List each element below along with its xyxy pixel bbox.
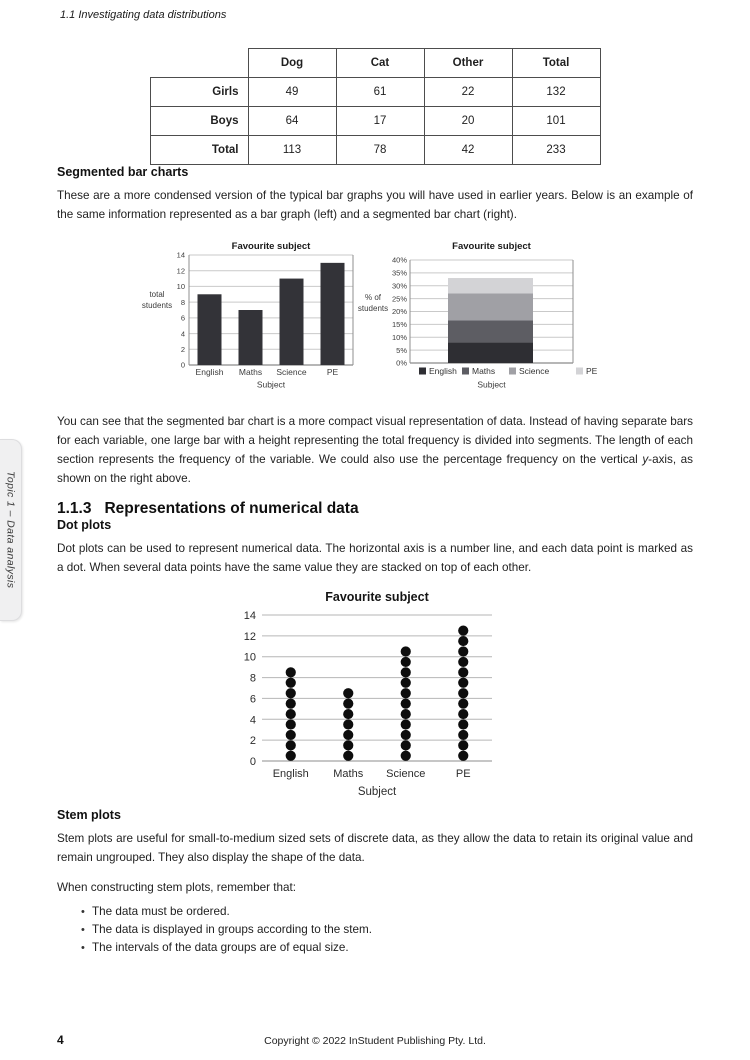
svg-text:Favourite subject: Favourite subject	[451, 241, 531, 252]
cell-value: 233	[512, 136, 600, 165]
svg-text:5%: 5%	[395, 345, 407, 355]
segmented-bar-chart	[346, 238, 614, 390]
svg-text:12: 12	[243, 630, 256, 643]
svg-text:35%: 35%	[391, 268, 407, 278]
svg-text:PE: PE	[455, 768, 471, 780]
bar-vs-segmented-figure	[57, 238, 693, 390]
col-header-dog: Dog	[248, 49, 336, 78]
cell-value: 49	[248, 78, 336, 107]
col-header-cat: Cat	[336, 49, 424, 78]
section-1-1-3-heading	[57, 500, 693, 518]
section-title: Representations of numerical data	[104, 500, 359, 517]
svg-text:English: English	[428, 366, 457, 376]
svg-text:English: English	[195, 367, 223, 377]
cell-value: 113	[248, 136, 336, 165]
table-header-row	[150, 49, 600, 78]
svg-text:12: 12	[176, 266, 185, 276]
pets-frequency-table	[150, 48, 601, 165]
stem-plots-paragraph: Stem plots are useful for small-to-medium sized sets of discrete data, as they allow the data to retain its original value and remain ungrouped. They also display the shape of the data.	[57, 832, 693, 864]
svg-text:30%: 30%	[391, 281, 407, 291]
col-header-total: Total	[512, 49, 600, 78]
cell-value: 61	[336, 78, 424, 107]
svg-text:Favourite subject: Favourite subject	[231, 241, 310, 252]
paragraph-text: -axis, as shown on the right above.	[57, 453, 693, 485]
svg-text:14: 14	[176, 250, 185, 260]
row-label-total: Total	[150, 136, 248, 165]
cell-value: 17	[336, 107, 424, 136]
svg-text:25%: 25%	[391, 294, 407, 304]
dot-plots-paragraph: Dot plots can be used to represent numerical data. The horizontal axis is a number line, and each data point is marked as a dot. When several data points have the same value they are stacked on top of each other.	[57, 542, 693, 574]
cell-value: 78	[336, 136, 424, 165]
svg-text:PE: PE	[326, 367, 338, 377]
stem-plot-rules-list	[81, 903, 693, 957]
svg-text:4: 4	[249, 714, 256, 727]
svg-text:0: 0	[249, 756, 256, 768]
paragraph-text: You can see that the segmented bar chart is a more compact visual representation of data. Instead of having separate bars for each variable, one large bar with a height representing the total frequency is divided into segments. The length of each section represents the frequency of the variable. We could also use the percentage frequency on the vertical	[57, 415, 693, 466]
cell-value: 101	[512, 107, 600, 136]
cell-value: 20	[424, 107, 512, 136]
svg-text:6: 6	[180, 313, 185, 323]
table-row	[150, 78, 600, 107]
svg-text:6: 6	[249, 693, 256, 706]
svg-text:Subject: Subject	[256, 379, 285, 390]
svg-text:0%: 0%	[395, 358, 407, 368]
dot-plots-heading: Dot plots	[57, 518, 112, 532]
svg-text:Maths: Maths	[471, 366, 495, 376]
svg-text:4: 4	[180, 329, 185, 339]
stem-plots-intro: When constructing stem plots, remember that:	[57, 881, 297, 894]
cell-value: 42	[424, 136, 512, 165]
svg-text:2: 2	[180, 344, 185, 354]
svg-text:14: 14	[243, 610, 256, 622]
segmented-intro-paragraph: These are a more condensed version of the typical bar graphs you will have used in earlier years. Below is an example of the same information represented as a bar graph (left) and a segmented bar chart (right).	[57, 189, 693, 221]
svg-text:PE: PE	[585, 366, 597, 376]
svg-text:English: English	[272, 768, 309, 780]
svg-text:Maths: Maths	[333, 768, 364, 780]
svg-text:total: total	[148, 290, 165, 299]
segmented-bar-charts-heading: Segmented bar charts	[57, 165, 189, 179]
svg-text:40%: 40%	[391, 255, 407, 265]
svg-text:Subject: Subject	[476, 379, 506, 390]
dot-plot-chart	[219, 585, 531, 803]
row-label-boys: Boys	[150, 107, 248, 136]
svg-text:Maths: Maths	[238, 367, 262, 377]
italic-y: y	[642, 453, 649, 466]
dot-plot-figure	[57, 585, 693, 808]
section-number: 1.1.3	[57, 500, 92, 517]
svg-text:15%: 15%	[391, 320, 407, 330]
list-item: • The intervals of the data groups are of equal size.	[81, 939, 693, 957]
svg-text:8: 8	[180, 297, 185, 307]
col-header-other: Other	[424, 49, 512, 78]
topic-tab	[0, 439, 22, 621]
svg-text:Favourite subject: Favourite subject	[325, 590, 429, 604]
table-row	[150, 107, 600, 136]
svg-text:Subject: Subject	[357, 786, 397, 798]
bar-graph-chart	[137, 238, 372, 390]
list-item: • The data must be ordered.	[81, 903, 693, 921]
list-item: • The data is displayed in groups according to the stem.	[81, 921, 693, 939]
topic-tab-label: Topic 1 – Data analysis	[4, 471, 17, 589]
svg-text:Science: Science	[518, 366, 549, 376]
svg-text:students: students	[141, 301, 172, 310]
running-header: 1.1 Investigating data distributions	[60, 9, 227, 21]
cell-value: 64	[248, 107, 336, 136]
svg-text:8: 8	[249, 672, 256, 685]
compact-explanation-paragraph	[57, 412, 693, 488]
svg-text:2: 2	[249, 735, 256, 748]
svg-text:% of: % of	[364, 293, 381, 302]
page-number: 4	[57, 1033, 64, 1047]
copyright-footer: Copyright © 2022 InStudent Publishing Pty. Ltd.	[264, 1035, 486, 1047]
svg-text:10: 10	[176, 282, 185, 292]
svg-text:Science: Science	[386, 768, 426, 780]
svg-text:20%: 20%	[391, 307, 407, 317]
svg-text:10%: 10%	[391, 332, 407, 342]
stem-plots-heading: Stem plots	[57, 808, 121, 822]
svg-text:0: 0	[180, 360, 185, 370]
svg-text:students: students	[357, 304, 388, 313]
row-label-girls: Girls	[150, 78, 248, 107]
svg-text:10: 10	[243, 651, 256, 664]
cell-value: 132	[512, 78, 600, 107]
table-blank-cell	[150, 49, 248, 78]
cell-value: 22	[424, 78, 512, 107]
svg-text:Science: Science	[275, 367, 307, 377]
table-row	[150, 136, 600, 165]
